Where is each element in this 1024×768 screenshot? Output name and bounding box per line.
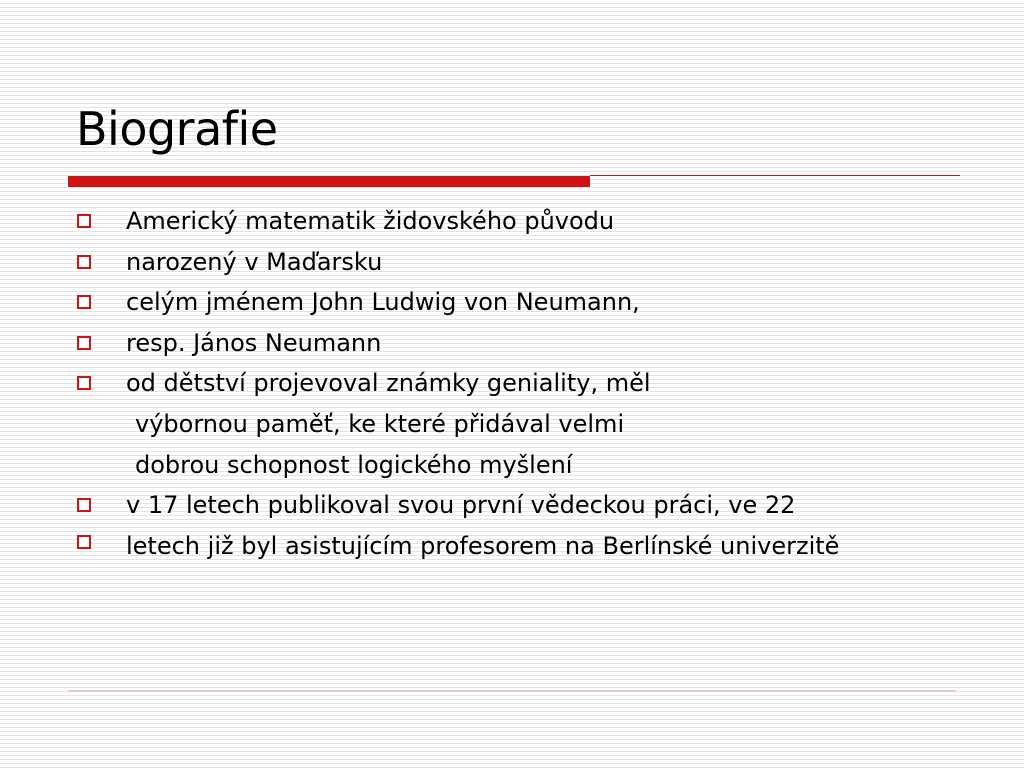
bullet-text: resp. János Neumann bbox=[126, 328, 382, 357]
square-bullet-icon bbox=[77, 376, 91, 390]
slide-title: Biografie bbox=[76, 102, 278, 156]
bullet-continuation bbox=[76, 445, 956, 486]
bullet-text: letech již byl asistujícím profesorem na Berlínské univerzitě bbox=[126, 531, 840, 560]
bullet-item bbox=[76, 323, 956, 364]
bullet-item bbox=[76, 526, 886, 563]
square-bullet-icon bbox=[77, 214, 91, 228]
bullet-continuation bbox=[76, 404, 956, 445]
bullet-list bbox=[76, 201, 956, 563]
square-bullet-icon bbox=[77, 295, 91, 309]
bullet-item bbox=[76, 485, 956, 526]
bullet-text: od dětství projevoval známky geniality, měl bbox=[126, 369, 651, 398]
footer-divider bbox=[68, 690, 956, 692]
bullet-text: výbornou paměť, ke které přidával velmi bbox=[135, 409, 625, 438]
bullet-item bbox=[76, 201, 956, 242]
title-underline-thick bbox=[68, 176, 590, 187]
bullet-item bbox=[76, 282, 956, 323]
bullet-text: narozený v Maďarsku bbox=[126, 247, 383, 276]
bullet-item bbox=[76, 363, 956, 404]
title-underline-thin bbox=[590, 175, 960, 176]
bullet-text: Americký matematik židovského původu bbox=[126, 207, 615, 235]
bullet-text: dobrou schopnost logického myšlení bbox=[135, 450, 573, 479]
square-bullet-icon bbox=[77, 336, 91, 350]
bullet-text: v 17 letech publikoval svou první vědeckou práci, ve 22 bbox=[126, 491, 796, 520]
bullet-text: celým jménem John Ludwig von Neumann, bbox=[126, 288, 640, 317]
square-bullet-icon bbox=[77, 535, 91, 549]
bullet-item bbox=[76, 242, 956, 283]
square-bullet-icon bbox=[77, 498, 91, 512]
square-bullet-icon bbox=[77, 255, 91, 269]
